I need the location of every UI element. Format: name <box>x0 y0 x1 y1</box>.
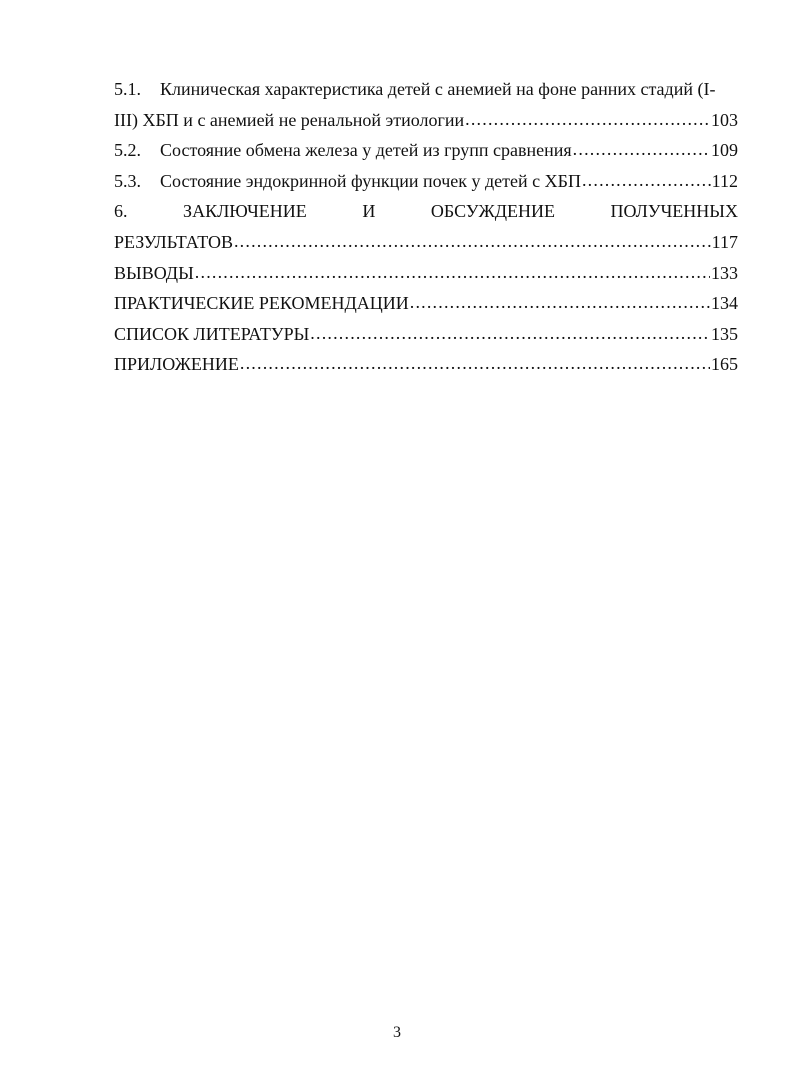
toc-entry-page: 117 <box>711 231 738 252</box>
heading-word: ПОЛУЧЕННЫХ <box>610 201 738 222</box>
toc-entry-recommendations <box>114 288 738 319</box>
toc-entry-5-1-line-1 <box>114 74 738 105</box>
toc-entry-title-continued: III) ХБП и с анемией не ренальной этиологии <box>114 109 465 130</box>
dot-leader <box>582 165 711 196</box>
toc-entry-number: 5.2. <box>114 140 141 161</box>
toc-entry-title: Клиническая характеристика детей с анемией на фоне ранних стадий (I- <box>160 79 716 99</box>
dot-leader <box>410 287 710 318</box>
toc-entry-page: 165 <box>711 354 738 375</box>
toc-entry-title: ПРИЛОЖЕНИЕ <box>114 354 239 375</box>
page-number: 3 <box>393 1024 401 1041</box>
toc-entry-page: 103 <box>711 109 738 130</box>
dot-leader <box>240 348 710 379</box>
toc-entry-5-1-line-2 <box>114 105 738 136</box>
heading-word: ЗАКЛЮЧЕНИЕ <box>183 201 307 222</box>
dot-leader <box>234 226 711 257</box>
toc-entry-page: 133 <box>711 262 738 283</box>
table-of-contents <box>114 74 738 380</box>
toc-entry-5-3 <box>114 166 738 197</box>
toc-entry-appendix <box>114 349 738 380</box>
toc-entry-title-continued: РЕЗУЛЬТАТОВ <box>114 231 233 252</box>
toc-entry-title: ПРАКТИЧЕСКИЕ РЕКОМЕНДАЦИИ <box>114 293 409 314</box>
dot-leader <box>573 134 710 165</box>
dot-leader <box>310 318 710 349</box>
toc-entry-conclusions <box>114 258 738 289</box>
heading-word: ОБСУЖДЕНИЕ <box>430 201 555 222</box>
toc-entry-6-line-2 <box>114 227 738 258</box>
toc-entry-number: 5.3. <box>114 170 141 191</box>
toc-entry-title: Состояние эндокринной функции почек у детей с ХБП <box>160 170 581 191</box>
toc-entry-title: СПИСОК ЛИТЕРАТУРЫ <box>114 323 310 344</box>
toc-entry-5-2 <box>114 135 738 166</box>
toc-entry-justified-heading <box>114 196 738 227</box>
toc-entry-page: 135 <box>711 323 738 344</box>
toc-entry-6-line-1 <box>114 196 738 227</box>
dot-leader <box>195 257 710 288</box>
toc-entry-number: 5.1. <box>114 79 141 99</box>
toc-entry-number: 6. <box>114 201 128 222</box>
toc-entry-title: Состояние обмена железа у детей из групп сравнения <box>160 140 572 161</box>
toc-entry-title: ВЫВОДЫ <box>114 262 194 283</box>
dot-leader <box>465 104 710 135</box>
toc-entry-page: 109 <box>711 140 738 161</box>
heading-word: И <box>362 201 376 222</box>
toc-entry-page: 112 <box>711 170 738 191</box>
toc-entry-literature <box>114 319 738 350</box>
toc-entry-page: 134 <box>711 293 738 314</box>
